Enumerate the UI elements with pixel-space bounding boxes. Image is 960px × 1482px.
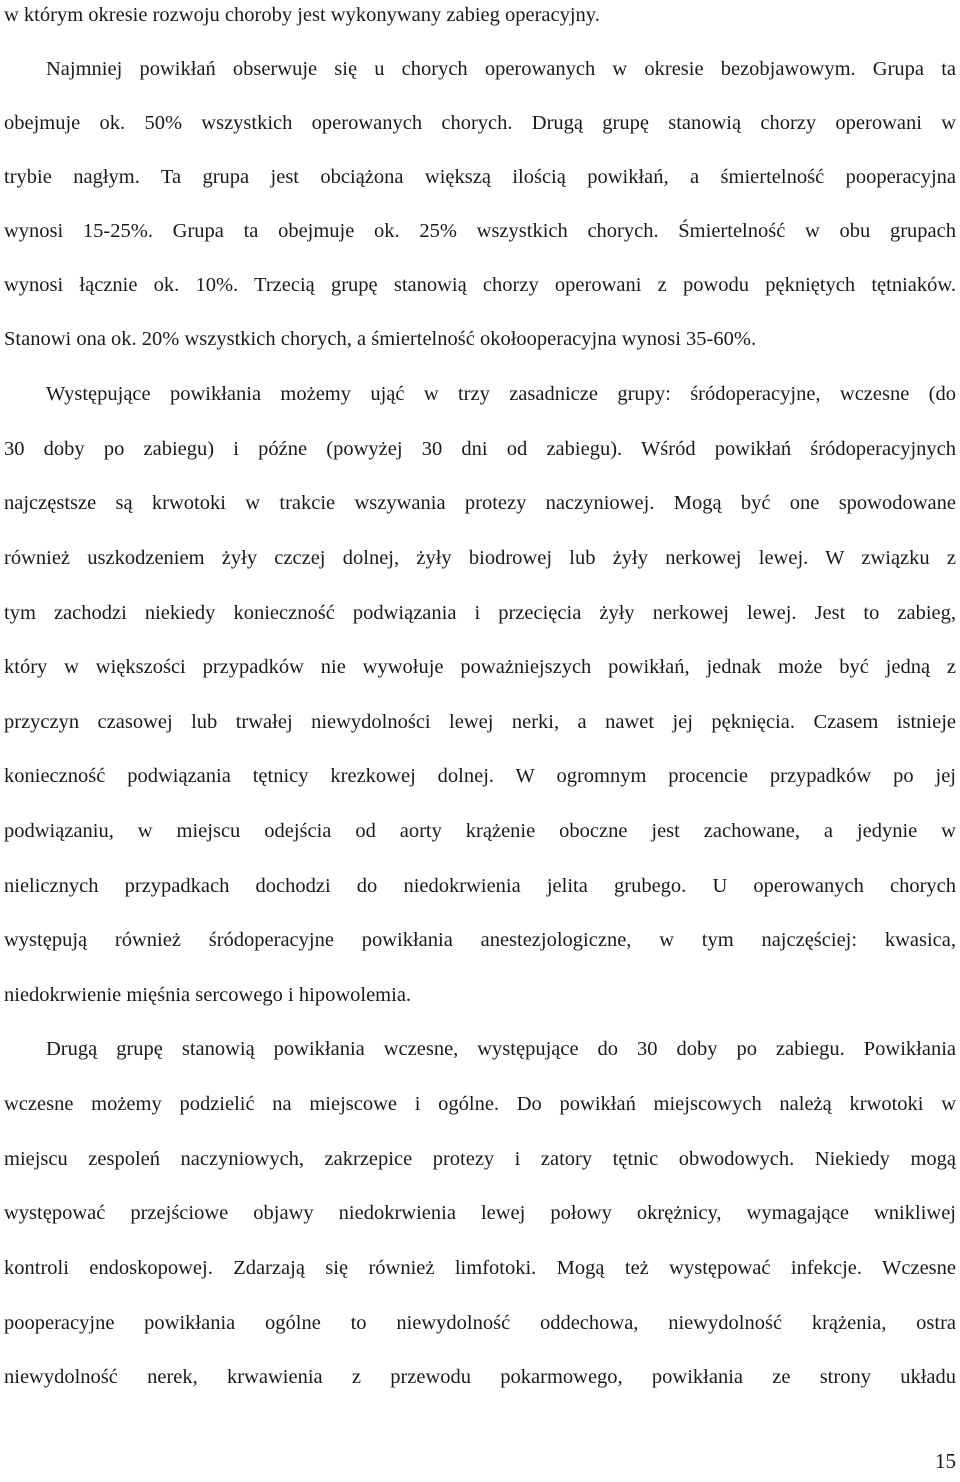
text-line: który w większości przypadków nie wywołuje poważniejszych powikłań, jednak może być jedną z bbox=[4, 656, 956, 678]
text-line: występować przejściowe objawy niedokrwienia lewej połowy okrężnicy, wymagające wnikliwej bbox=[4, 1202, 956, 1224]
text-line: wynosi 15-25%. Grupa ta obejmuje ok. 25% wszystkich chorych. Śmiertelność w obu grupach bbox=[4, 220, 956, 242]
text-line: podwiązaniu, w miejscu odejścia od aorty krążenie oboczne jest zachowane, a jedynie w bbox=[4, 820, 956, 842]
text-line: przyczyn czasowej lub trwałej niewydolności lewej nerki, a nawet jej pęknięcia. Czasem istnieje bbox=[4, 711, 956, 733]
text-line: niedokrwienie mięśnia sercowego i hipowolemia. bbox=[4, 984, 412, 1006]
text-line: konieczność podwiązania tętnicy krezkowej dolnej. W ogromnym procencie przypadków po jej bbox=[4, 765, 956, 787]
text-line: występują również śródoperacyjne powikłania anestezjologiczne, w tym najczęściej: kwasica, bbox=[4, 929, 956, 951]
text-line: 30 doby po zabiegu) i późne (powyżej 30 dni od zabiegu). Wśród powikłań śródoperacyjnych bbox=[4, 438, 956, 460]
text-line: pooperacyjne powikłania ogólne to niewydolność oddechowa, niewydolność krążenia, ostra bbox=[4, 1312, 956, 1334]
text-line: niewydolność nerek, krwawienia z przewodu pokarmowego, powikłania ze strony układu bbox=[4, 1366, 956, 1388]
text-line: obejmuje ok. 50% wszystkich operowanych chorych. Drugą grupę stanowią chorzy operowani w bbox=[4, 112, 956, 134]
text-line: Stanowi ona ok. 20% wszystkich chorych, a śmiertelność okołooperacyjna wynosi 35-60%. bbox=[4, 328, 757, 350]
text-line: wynosi łącznie ok. 10%. Trzecią grupę stanowią chorzy operowani z powodu pękniętych tętniaków. bbox=[4, 274, 956, 296]
text-line: wczesne możemy podzielić na miejscowe i ogólne. Do powikłań miejscowych należą krwotoki w bbox=[4, 1093, 956, 1115]
text-line: Najmniej powikłań obserwuje się u chorych operowanych w okresie bezobjawowym. Grupa ta bbox=[46, 58, 956, 80]
text-line: trybie nagłym. Ta grupa jest obciążona większą ilością powikłań, a śmiertelność pooperacyjna bbox=[4, 166, 956, 188]
text-line: kontroli endoskopowej. Zdarzają się również limfotoki. Mogą też występować infekcje. Wczesne bbox=[4, 1257, 956, 1279]
text-line: miejscu zespoleń naczyniowych, zakrzepice protezy i zatory tętnic obwodowych. Niekiedy mogą bbox=[4, 1148, 956, 1170]
page-number: 15 bbox=[935, 1449, 956, 1473]
text-line: Występujące powikłania możemy ująć w trzy zasadnicze grupy: śródoperacyjne, wczesne (do bbox=[46, 383, 956, 405]
text-line: Drugą grupę stanowią powikłania wczesne, występujące do 30 doby po zabiegu. Powikłania bbox=[46, 1038, 956, 1060]
text-line: w którym okresie rozwoju choroby jest wykonywany zabieg operacyjny. bbox=[4, 4, 600, 26]
text-line: nielicznych przypadkach dochodzi do niedokrwienia jelita grubego. U operowanych chorych bbox=[4, 875, 956, 897]
text-line: najczęstsze są krwotoki w trakcie wszywania protezy naczyniowej. Mogą być one spowodowane bbox=[4, 492, 956, 514]
text-line: również uszkodzeniem żyły czczej dolnej, żyły biodrowej lub żyły nerkowej lewej. W związku z bbox=[4, 547, 956, 569]
text-line: tym zachodzi niekiedy konieczność podwiązania i przecięcia żyły nerkowej lewej. Jest to zabieg, bbox=[4, 602, 956, 624]
